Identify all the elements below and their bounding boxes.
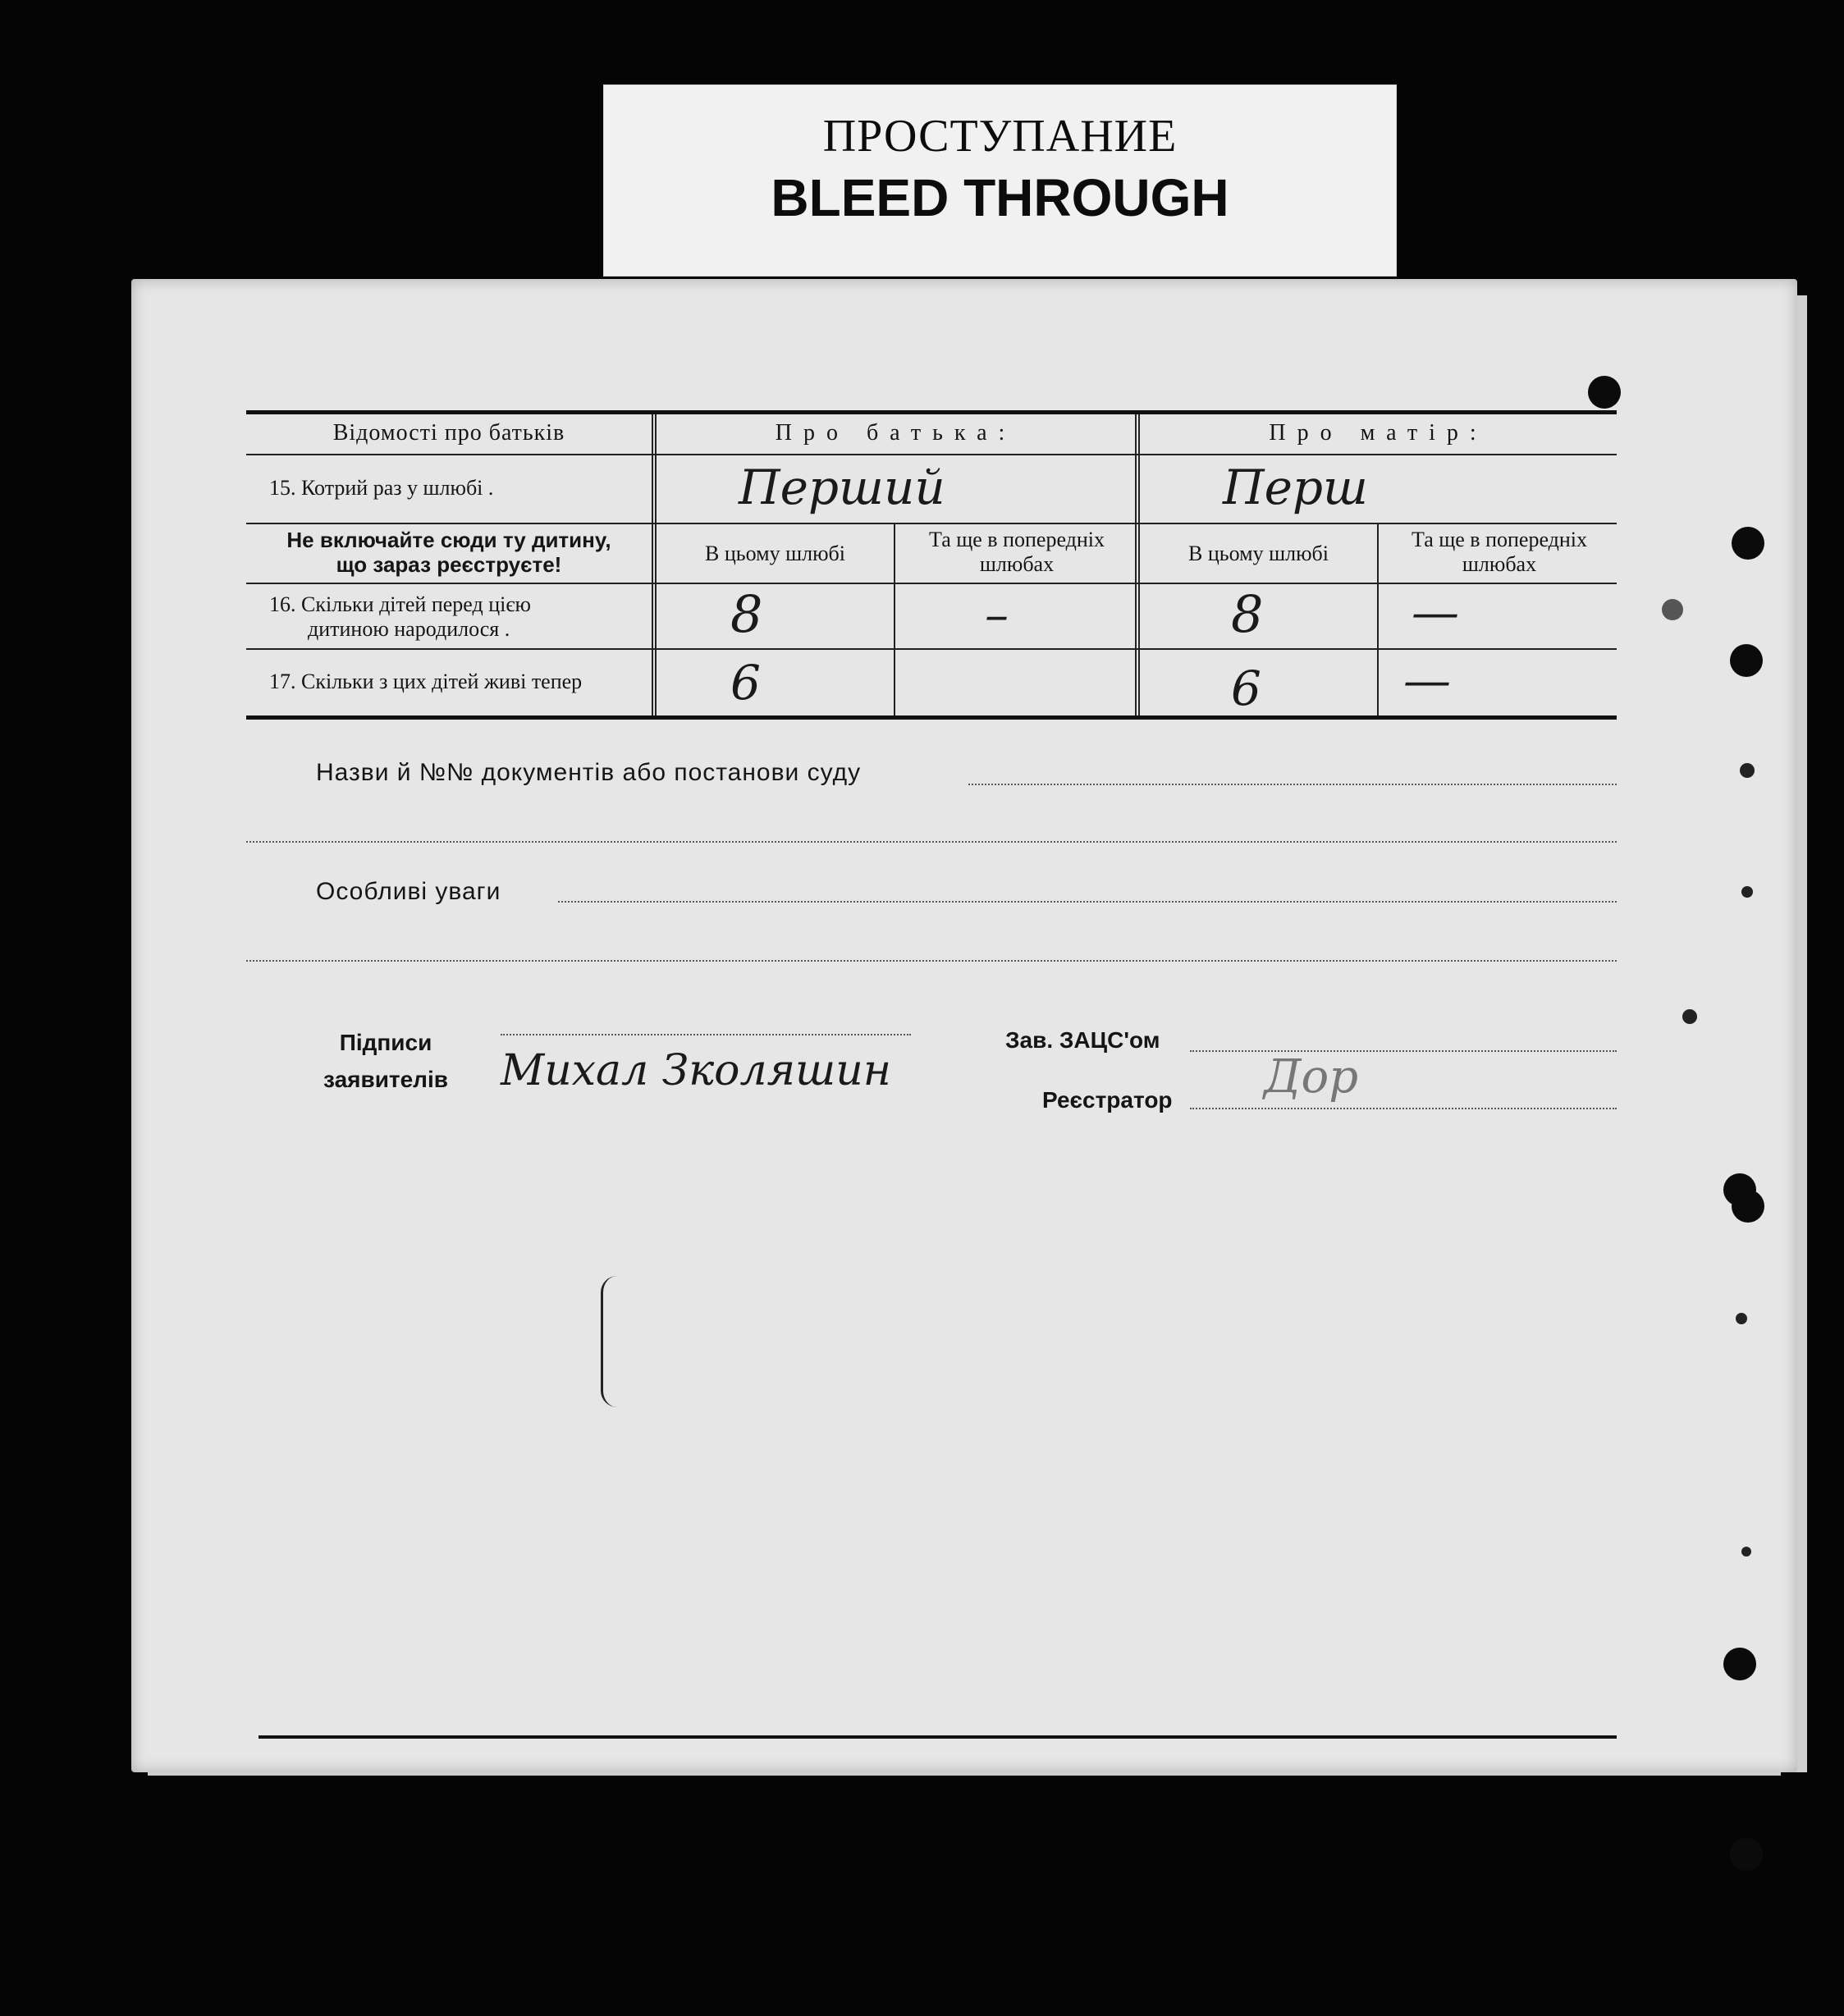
header-about-father: Про батька:	[775, 420, 1017, 446]
row17-label: 17. Скільки з цих дітей живі тепер	[269, 670, 583, 693]
bleed-label-english: BLEED THROUGH	[771, 168, 1229, 227]
registrar-signature: Дор	[1264, 1050, 1359, 1104]
father-this-marriage-header: В цьому шлюбі	[705, 542, 845, 565]
applicant-signature: Михал Зколяшин	[501, 1046, 891, 1095]
table-divider	[1377, 523, 1379, 715]
head-signature-line	[1190, 1050, 1617, 1052]
documents-line-2	[246, 841, 1617, 843]
row16-label-2: дитиною народилося .	[308, 617, 510, 641]
punch-hole-icon	[1588, 376, 1621, 409]
ink-speck	[1662, 599, 1683, 620]
punch-hole-icon	[1730, 644, 1763, 677]
father-prev-marriages-header-2: шлюбах	[979, 552, 1055, 576]
applicants-label-2: заявителів	[323, 1067, 448, 1092]
table-divider	[894, 523, 895, 715]
header-about-mother: Про матір:	[1269, 420, 1488, 446]
ink-speck	[1736, 1313, 1747, 1324]
registrar-label: Реєстратор	[1042, 1087, 1173, 1113]
punch-hole-icon	[1730, 1838, 1763, 1871]
row16-father-prev: –	[985, 587, 1009, 642]
note-exclude-child-2: що зараз реєструєте!	[336, 552, 562, 577]
table-rule	[246, 648, 1617, 650]
row15-mother-value: Перш	[1223, 459, 1368, 515]
documents-label: Назви й №№ документів або постанови суду	[316, 759, 862, 786]
note-exclude-child-1: Не включайте сюди ту дитину,	[286, 528, 611, 552]
row15-father-value: Перший	[739, 459, 945, 515]
row16-mother-this: 8	[1231, 584, 1264, 644]
remarks-line	[558, 901, 1617, 903]
document-page	[131, 279, 1797, 1772]
father-prev-marriages-header-1: Та ще в попередніх	[928, 528, 1105, 551]
row17-father-this: 6	[730, 655, 761, 711]
table-rule	[246, 523, 1617, 524]
row17-mother-prev: —	[1403, 652, 1451, 708]
remarks-line-2	[246, 960, 1617, 962]
page-bottom-rule	[259, 1735, 1617, 1739]
table-top-rule	[246, 410, 1617, 414]
applicants-label-1: Підписи	[339, 1030, 432, 1055]
ink-speck	[1740, 763, 1755, 778]
mother-this-marriage-header: В цьому шлюбі	[1188, 542, 1329, 565]
row15-label: 15. Котрий раз у шлюбі .	[269, 476, 494, 500]
applicant-signature-line-1	[501, 1034, 911, 1035]
mother-prev-marriages-header-2: шлюбах	[1462, 552, 1537, 576]
table-bottom-rule	[246, 715, 1617, 720]
documents-line	[968, 784, 1617, 785]
bleed-label-russian: ПРОСТУПАНИЕ	[822, 111, 1178, 162]
applicants-brace	[601, 1276, 618, 1407]
punch-hole-icon	[1723, 1648, 1756, 1680]
ink-speck	[1741, 886, 1753, 898]
row16-mother-prev: —	[1412, 584, 1459, 640]
ink-speck	[1741, 1547, 1751, 1557]
remarks-label: Особливі уваги	[316, 878, 501, 905]
header-parents-info: Відомості про батьків	[332, 420, 565, 446]
mother-prev-marriages-header-1: Та ще в попередніх	[1411, 528, 1588, 551]
row16-label-1: 16. Скільки дітей перед цією	[269, 592, 531, 616]
row16-father-this: 8	[730, 584, 763, 644]
registrar-signature-line	[1190, 1108, 1617, 1109]
bleed-through-label	[603, 85, 1397, 277]
punch-hole-icon	[1732, 1190, 1764, 1223]
punch-hole-icon	[1732, 527, 1764, 560]
table-rule	[246, 454, 1617, 455]
head-of-registry-label: Зав. ЗАЦС'ом	[1005, 1027, 1160, 1053]
row17-mother-this: 6	[1231, 661, 1261, 716]
ink-speck	[1682, 1009, 1697, 1024]
